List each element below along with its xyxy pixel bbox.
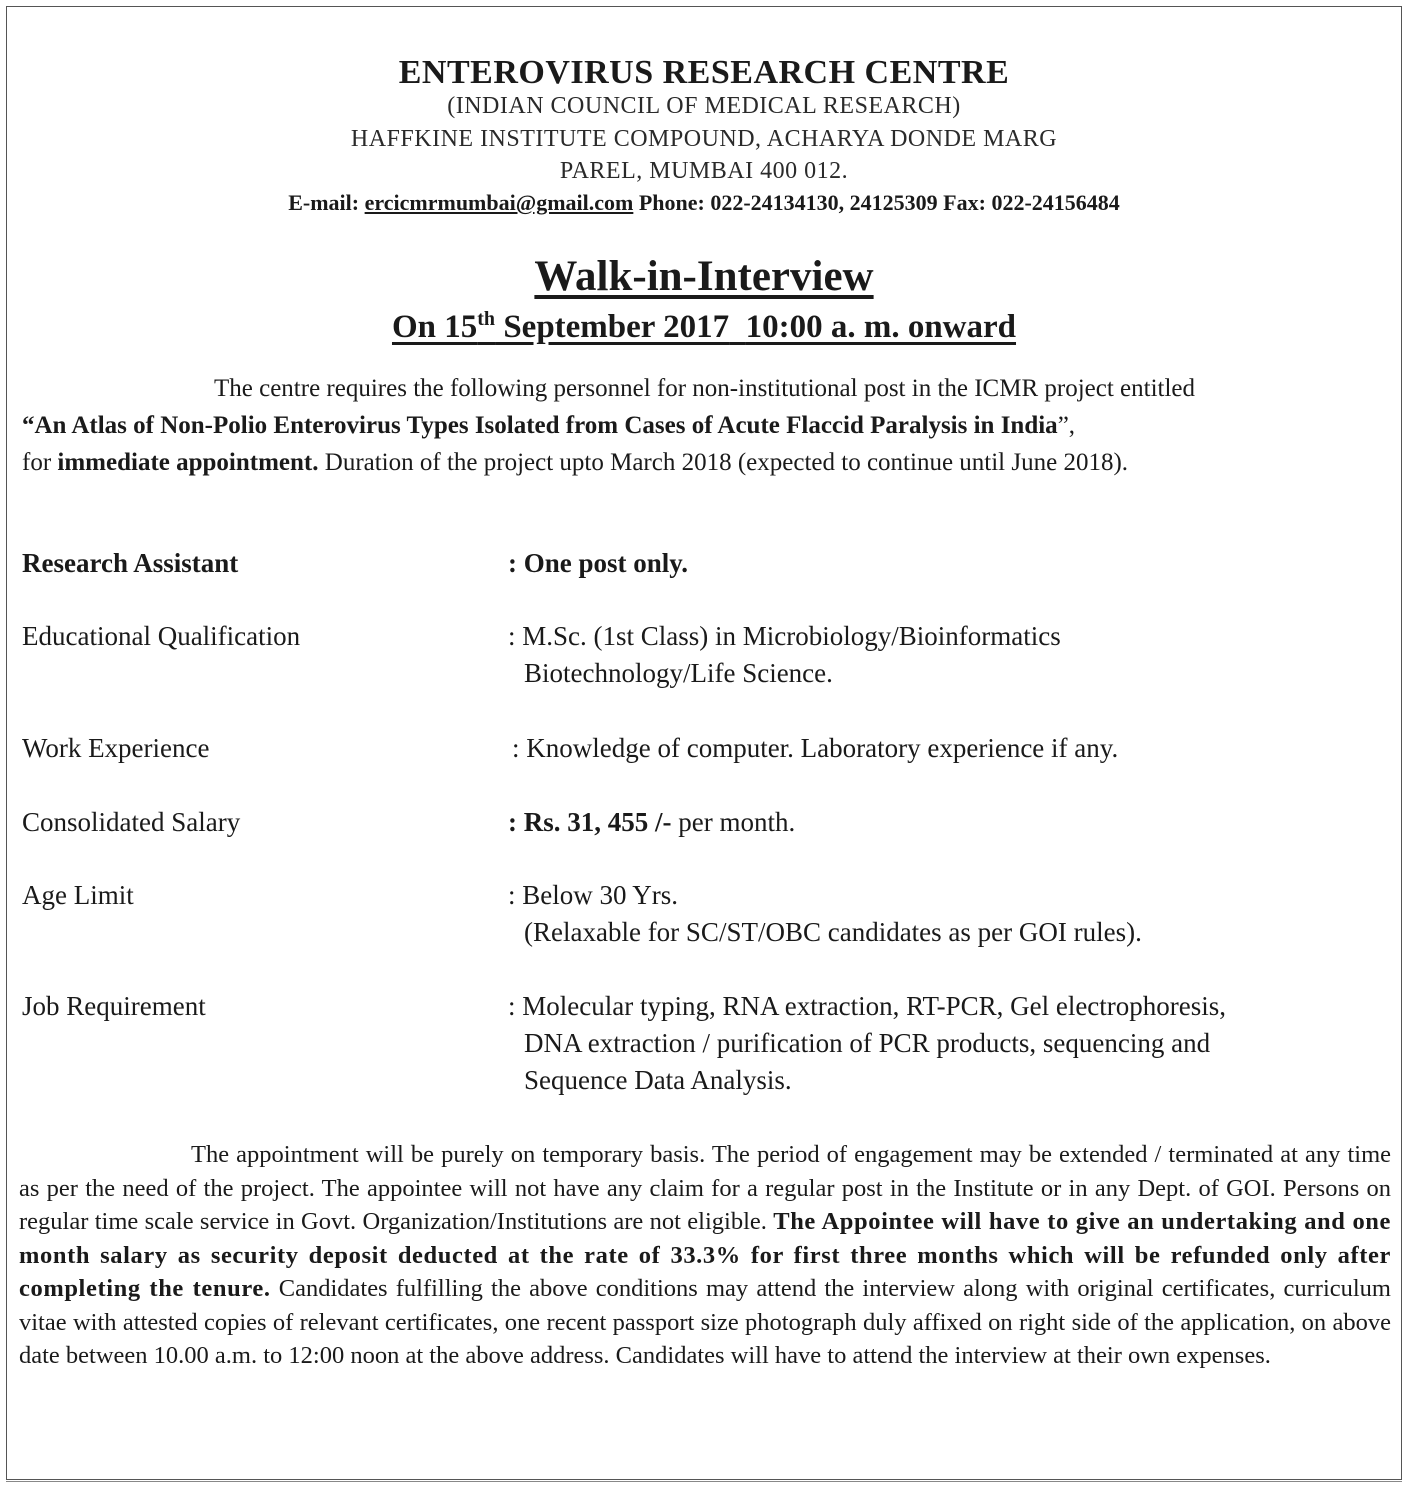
salary-label: Consolidated Salary xyxy=(22,807,241,837)
interview-date-text xyxy=(392,309,1016,345)
age-line-1: : Below 30 Yrs. xyxy=(508,880,678,910)
terms-part-1: The appointment will be purely on temporary basis. The period of engagement may be extended / terminated at any time as per the need of the project. The appointee will not have any claim for a regular post in the Institute or in any Dept. of GOI. Persons on regular time scale service in Govt. Organization/Institutions are not eligible. xyxy=(19,1141,1391,1235)
qualification-value xyxy=(508,618,1061,692)
terms-part-2: Candidates fulfilling the above conditions may attend the interview along with original certificates, curriculum vitae with attested copies of relevant certificates, one recent passport size photograph duly affixed on right side of the application, on above date between 10.00 a.m. to 12:00 noon at the above address. Candidates will have to attend the interview at their own expenses. xyxy=(19,1275,1391,1369)
experience-label: Work Experience xyxy=(22,733,210,763)
project-title-text: “An Atlas of Non-Polio Enterovirus Types Isolated from Cases of Acute Flaccid Paralysis in India xyxy=(22,412,1058,439)
date-ordinal: th xyxy=(477,308,496,330)
page-title xyxy=(0,252,1408,301)
address-line-1: HAFFKINE INSTITUTE COMPOUND, ACHARYA DONDE MARG xyxy=(350,126,1058,152)
fax-number: 022-24156484 xyxy=(991,190,1120,215)
intro-paragraph xyxy=(22,370,1390,481)
date-rest: September 2017 xyxy=(495,309,730,345)
job-requirement-line-3: Sequence Data Analysis. xyxy=(524,1065,792,1095)
salary-amount: Rs. 31, 455 /- xyxy=(523,807,672,837)
project-title xyxy=(22,407,1390,444)
page-title-text: Walk-in-Interview xyxy=(534,253,874,300)
age-label: Age Limit xyxy=(22,880,134,910)
age-line-2: (Relaxable for SC/ST/OBC candidates as per GOI rules). xyxy=(524,917,1142,947)
address-line-2: PAREL, MUMBAI 400 012. xyxy=(559,158,849,184)
interview-time: 10:00 a. m. onward xyxy=(745,309,1017,345)
security-deposit-notice: The Appointee will have to give an undertaking and one month salary as security deposit deducted at the rate of 33.3% for first three months which will be refunded only after completing the tenure. xyxy=(19,1208,1391,1302)
page-bottom-rule xyxy=(6,1481,1402,1482)
intro-line-3-post: Duration of the project upto March 2018 (expected to continue until June 2018). xyxy=(318,449,1129,476)
qualification-label: Educational Qualification xyxy=(22,621,301,651)
post-value: : One post only. xyxy=(508,548,689,578)
intro-line-1: The centre requires the following personnel for non-institutional post in the ICMR project entitled xyxy=(214,375,1196,402)
email-link[interactable]: ercicmrmumbai@gmail.com xyxy=(364,190,634,215)
experience-value: : Knowledge of computer. Laboratory experience if any. xyxy=(512,733,1119,763)
email-label: E-mail: xyxy=(288,190,360,215)
org-name: ENTEROVIRUS RESEARCH CENTRE xyxy=(398,54,1010,91)
project-title-end: ”, xyxy=(1057,412,1076,439)
salary-value xyxy=(508,804,795,841)
immediate-appointment: immediate appointment. xyxy=(57,449,319,476)
job-requirement-label: Job Requirement xyxy=(22,991,206,1021)
terms-paragraph xyxy=(19,1138,1391,1373)
job-requirement-line-1: : Molecular typing, RNA extraction, RT-PCR, Gel electrophoresis, xyxy=(508,991,1227,1021)
age-value xyxy=(508,877,1142,951)
qualification-line-2: Biotechnology/Life Science. xyxy=(524,658,833,688)
date-prefix: On 15 xyxy=(391,309,478,345)
salary-period: per month. xyxy=(671,807,796,837)
job-requirement-value xyxy=(508,988,1226,1099)
phone-number: 022-24134130, 24125309 xyxy=(710,190,938,215)
post-label: Research Assistant xyxy=(22,548,239,578)
qualification-line-1: : M.Sc. (1st Class) in Microbiology/Bioinformatics xyxy=(508,621,1061,651)
intro-line-3-pre: for xyxy=(22,449,58,476)
salary-colon: : xyxy=(508,807,524,837)
parent-org: (INDIAN COUNCIL OF MEDICAL RESEARCH) xyxy=(447,93,961,119)
intro-line-3 xyxy=(22,444,1390,481)
job-requirement-line-2: DNA extraction / purification of PCR products, sequencing and xyxy=(524,1028,1211,1058)
interview-date xyxy=(0,308,1408,346)
terms-text xyxy=(19,1138,1391,1373)
phone-label: Phone: xyxy=(638,190,705,215)
fax-label: Fax: xyxy=(943,190,986,215)
contact-line xyxy=(0,190,1408,216)
